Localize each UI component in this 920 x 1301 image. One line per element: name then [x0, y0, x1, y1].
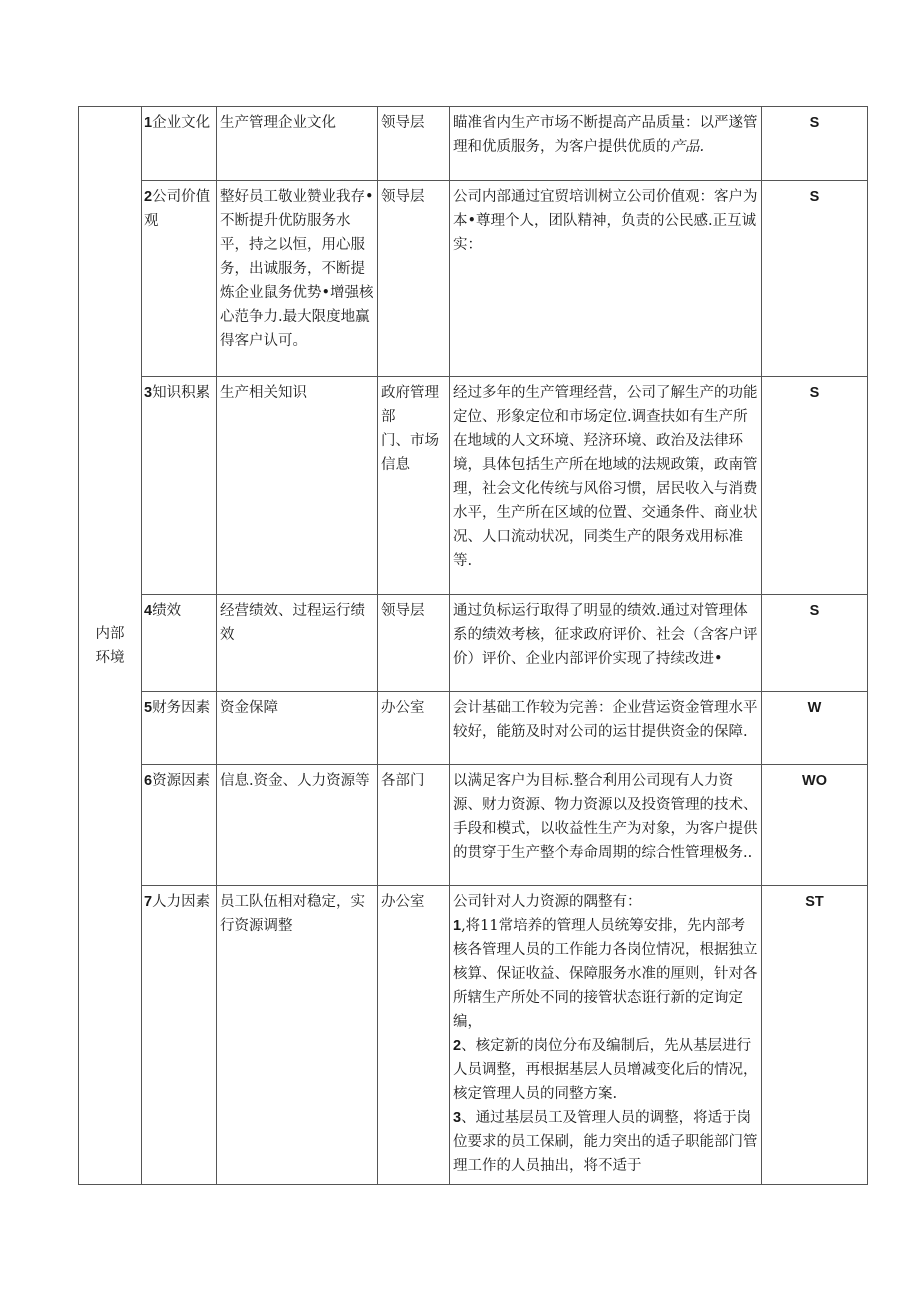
dept-cell: 领导层 [378, 595, 450, 692]
content-cell: 信息.资金、人力资源等 [217, 765, 378, 886]
factor-label: 企业文化 [152, 115, 211, 131]
swot-tag: WO [762, 765, 868, 886]
swot-tag: S [762, 595, 868, 692]
internal-environment-table [78, 106, 868, 1185]
swot-tag: S [762, 181, 868, 377]
desc-cell [450, 107, 762, 181]
table-row [79, 107, 868, 181]
factor-number: 4 [144, 603, 153, 619]
category-cell [79, 107, 142, 1185]
desc-step [453, 1106, 758, 1178]
table-row [79, 765, 868, 886]
table-row [79, 692, 868, 765]
factor-cell [142, 377, 217, 595]
content-cell: 生产相关知识 [217, 377, 378, 595]
desc-cell: 经过多年的生产管理经营，公司了解生产的功能定位、形象定位和市场定位.调查扶如有生产所在地域的人文环境、羟济环境、政治及法律环境，具体包括生产所在地域的法规政策，政南管理，社会文化传统与风俗习惯，居民收入与消费水平，生产所在区域的位置、交通条件、商业状况、人口流动状况，同类生产的限务戏用标准等. [450, 377, 762, 595]
dept-cell: 领导层 [378, 181, 450, 377]
content-cell: 生产管理企业文化 [217, 107, 378, 181]
desc-text: 瞄准省内生产市场不断提高产品质量：以严遂管理和优质服务，为客户提供优质的 [453, 115, 758, 155]
desc-intro: 公司针对人力资源的隅整有： [453, 894, 642, 910]
swot-tag: S [762, 377, 868, 595]
desc-cell: 公司内部通过宜贸培训树立公司价值观：客户为本•尊理个人，团队精神，负责的公民感.正互诚实： [450, 181, 762, 377]
dept-cell: 办公室 [378, 886, 450, 1185]
content-cell: 员工队伍相对稳定，实行资源调整 [217, 886, 378, 1185]
factor-number: 7 [144, 894, 153, 910]
category-line-2: 环境 [95, 649, 125, 666]
content-cell: 经营绩效、过程运行绩效 [217, 595, 378, 692]
factor-label: 绩效 [152, 603, 182, 619]
dept-line-2: 门、市场信息 [381, 433, 439, 473]
factor-number: 2 [144, 189, 153, 205]
factor-cell [142, 886, 217, 1185]
factor-number: 3 [144, 385, 153, 401]
desc-cell: 以满足客户为目标.整合利用公司现有人力资源、财力资源、物力资源以及投资管理的技术、手段和模式，以收益性生产为对象，为客户提供的贯穿于生产整个寿命周期的综合性管理极务.. [450, 765, 762, 886]
factor-label: 人力因素 [152, 894, 211, 910]
dept-cell: 办公室 [378, 692, 450, 765]
factor-cell [142, 181, 217, 377]
swot-tag: ST [762, 886, 868, 1185]
table-row [79, 886, 868, 1185]
step-number: 3 [453, 1110, 462, 1126]
desc-step [453, 1034, 758, 1106]
dept-cell: 领导层 [378, 107, 450, 181]
factor-label: 财务因素 [152, 700, 211, 716]
table-row [79, 595, 868, 692]
factor-number: 1 [144, 115, 153, 131]
factor-number: 5 [144, 700, 153, 716]
dept-cell: 各部门 [378, 765, 450, 886]
step-text: ,将11常培养的管理人员统筹安排，先内部考核各管理人员的工作能力各岗位情况，根据独立核算、保证收益、保障服务水准的厘则，针对各所辖生产所处不同的接管状态诳行新的定询定编， [453, 918, 758, 1030]
table-row [79, 181, 868, 377]
desc-cell: 会计基础工作较为完善：企业营运资金管理水平较好，能筋及时对公司的运甘提供资金的保障. [450, 692, 762, 765]
desc-cell: 通过负标运行取得了明显的绩效.通过对管理体系的绩效考核，征求政府评价、社会（含客户评价）评价、企业内部评价实现了持续改进• [450, 595, 762, 692]
factor-label: 资源因素 [152, 773, 211, 789]
swot-tag: S [762, 107, 868, 181]
factor-cell [142, 595, 217, 692]
category-line-1: 内部 [95, 625, 125, 642]
desc-step [453, 914, 758, 1034]
step-text: 、核定新的岗位分布及编制后，先从基层进行人员调整，再根据基层人员增减变化后的情况，核定管理人员的同整方案. [453, 1038, 758, 1102]
content-cell: 资金保障 [217, 692, 378, 765]
step-number: 1 [453, 918, 462, 934]
step-text: 、通过基层员工及管理人员的调整，将适于岗位要求的员工保刷，能力突出的适子职能部门管理工作的人员抽出，将不适于 [453, 1110, 758, 1174]
swot-tag: W [762, 692, 868, 765]
factor-cell [142, 692, 217, 765]
desc-cell [450, 886, 762, 1185]
table-row [79, 377, 868, 595]
factor-label: 知识积累 [152, 385, 211, 401]
content-cell: 整好员工敬业赞业我存•不断提升优防服务水平，持之以恒，用心服务，出诚服务，不断提炼企业鼠务优势•增强核心范争力.最大限度地赢得客户认可。 [217, 181, 378, 377]
factor-number: 6 [144, 773, 153, 789]
factor-cell [142, 765, 217, 886]
factor-cell [142, 107, 217, 181]
step-number: 2 [453, 1038, 462, 1054]
factor-label: 公司价值观 [144, 189, 211, 229]
desc-tail: 产品. [670, 139, 705, 155]
dept-line-1: 政府管理部 [381, 385, 439, 425]
dept-cell [378, 377, 450, 595]
